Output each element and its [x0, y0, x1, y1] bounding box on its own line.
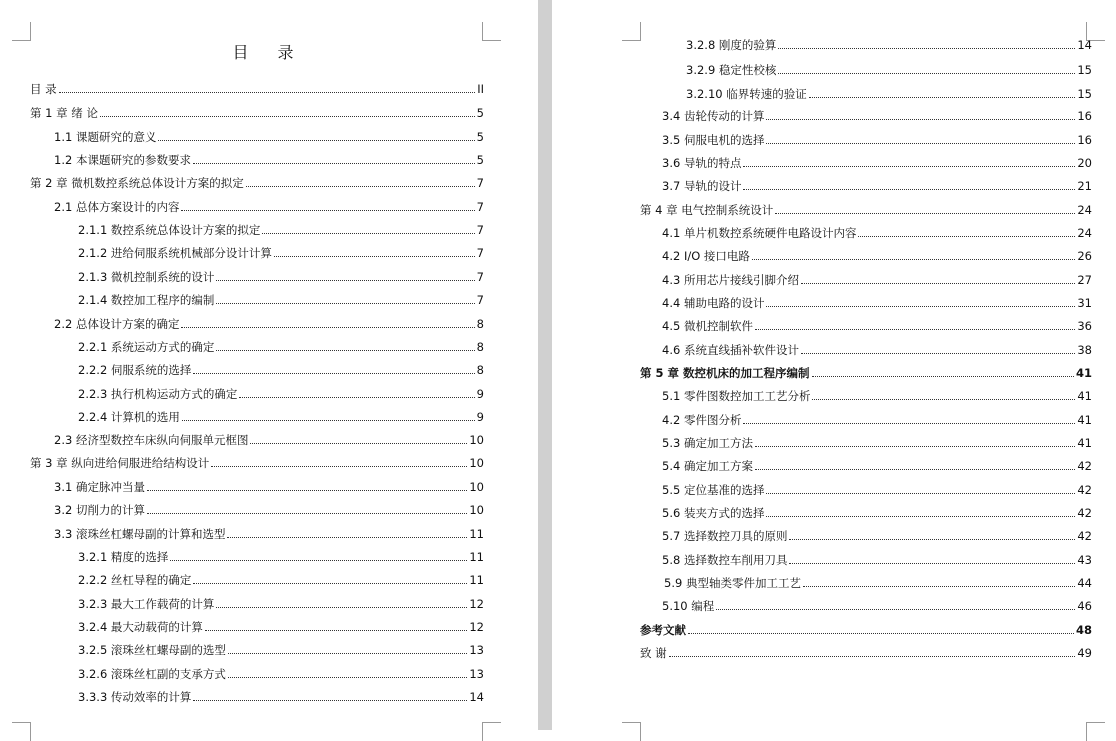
toc-entry-page-number: 14: [1077, 38, 1092, 52]
toc-leader-dots: [801, 353, 1075, 354]
toc-entry-label: 4.1 单片机数控系统硬件电路设计内容: [662, 226, 857, 240]
toc-entry[interactable]: [78, 639, 484, 657]
toc-entry-page-number: 14: [469, 690, 484, 704]
toc-leader-dots: [716, 609, 1075, 610]
toc-entry-label: 4.5 微机控制软件: [662, 319, 753, 333]
toc-leader-dots: [775, 213, 1075, 214]
toc-entry-page-number: 16: [1077, 133, 1092, 147]
toc-entry-page-number: 11: [469, 550, 484, 564]
toc-leader-dots: [181, 327, 474, 328]
toc-entry[interactable]: [662, 175, 1092, 193]
toc-leader-dots: [812, 376, 1074, 377]
toc-leader-dots: [812, 399, 1075, 400]
toc-entry[interactable]: [78, 266, 484, 284]
toc-leader-dots: [181, 210, 474, 211]
toc-entry[interactable]: [662, 245, 1092, 263]
toc-title: 目 录: [232, 43, 306, 62]
toc-entry-page-number: 20: [1077, 156, 1092, 170]
toc-entry-page-number: 26: [1077, 249, 1092, 263]
toc-entry[interactable]: [78, 289, 484, 307]
toc-entry-label: 2.1.2 进给伺服系统机械部分设计计算: [78, 246, 272, 260]
toc-entry-page-number: 7: [476, 270, 484, 284]
toc-entry-label: 4.6 系统直线插补软件设计: [662, 343, 799, 357]
crop-mark: [1086, 722, 1105, 741]
toc-entry[interactable]: [662, 409, 1092, 427]
toc-leader-dots: [766, 143, 1075, 144]
toc-entry-page-number: 9: [476, 387, 484, 401]
toc-entry-page-number: 24: [1077, 226, 1092, 240]
toc-entry[interactable]: [662, 269, 1092, 287]
toc-entry[interactable]: [54, 313, 484, 331]
toc-leader-dots: [228, 677, 467, 678]
toc-leader-dots: [789, 563, 1075, 564]
toc-leader-dots: [743, 166, 1075, 167]
toc-entry[interactable]: [54, 196, 484, 214]
toc-entry[interactable]: [640, 642, 1092, 660]
toc-leader-dots: [778, 48, 1075, 49]
toc-entry-label: 5.5 定位基准的选择: [662, 483, 765, 497]
toc-entry-label: 第 4 章 电气控制系统设计: [640, 203, 774, 217]
toc-entry[interactable]: [640, 199, 1092, 217]
toc-entry[interactable]: [662, 595, 1092, 613]
toc-entry[interactable]: [30, 452, 484, 470]
toc-leader-dots: [216, 607, 467, 608]
toc-entry-page-number: 41: [1077, 413, 1092, 427]
toc-entry-page-number: II: [477, 82, 484, 96]
toc-leader-dots: [803, 586, 1075, 587]
toc-leader-dots: [669, 656, 1076, 657]
toc-leader-dots: [809, 97, 1076, 98]
toc-entry-page-number: 41: [1077, 436, 1092, 450]
toc-entry-label: 2.2 总体设计方案的确定: [54, 317, 180, 331]
toc-entry[interactable]: [640, 619, 1092, 637]
right-page: [552, 0, 1116, 730]
crop-mark: [622, 22, 641, 41]
toc-entry-label: 5.1 零件图数控加工工艺分析: [662, 389, 811, 403]
crop-mark: [482, 722, 501, 741]
toc-entry[interactable]: [664, 572, 1092, 590]
toc-entry-label: 5.7 选择数控刀具的原则: [662, 529, 788, 543]
toc-entry-label: 5.6 装夹方式的选择: [662, 506, 765, 520]
toc-leader-dots: [227, 537, 467, 538]
crop-mark: [12, 722, 31, 741]
toc-leader-dots: [205, 630, 467, 631]
toc-entry-page-number: 41: [1075, 366, 1092, 380]
toc-entry-label: 4.2 I/O 接口电路: [662, 249, 750, 263]
toc-entry[interactable]: [78, 663, 484, 681]
toc-entry-label: 3.2.5 滚珠丝杠螺母副的选型: [78, 643, 226, 657]
toc-leader-dots: [766, 306, 1075, 307]
toc-entry-label: 第 3 章 纵向进给伺服进给结构设计: [30, 456, 210, 470]
toc-entry-page-number: 42: [1077, 483, 1092, 497]
page-gutter: [538, 0, 552, 730]
toc-leader-dots: [755, 329, 1075, 330]
toc-entry[interactable]: [78, 406, 484, 424]
toc-leader-dots: [193, 163, 475, 164]
toc-entry-page-number: 11: [469, 527, 484, 541]
toc-leader-dots: [752, 259, 1075, 260]
toc-entry-label: 目 录: [30, 82, 57, 96]
toc-entry-page-number: 24: [1077, 203, 1092, 217]
toc-leader-dots: [147, 490, 467, 491]
toc-entry-label: 2.1.3 微机控制系统的设计: [78, 270, 215, 284]
toc-entry-page-number: 10: [469, 503, 484, 517]
toc-entry-page-number: 8: [476, 317, 484, 331]
toc-entry-label: 1.2 本课题研究的参数要求: [54, 153, 191, 167]
toc-entry-label: 3.2.6 滚珠丝杠副的支承方式: [78, 667, 226, 681]
toc-entry-page-number: 16: [1077, 109, 1092, 123]
toc-entry[interactable]: [662, 525, 1092, 543]
toc-leader-dots: [778, 73, 1075, 74]
toc-leader-dots: [59, 92, 476, 93]
toc-entry-label: 5.3 确定加工方法: [662, 436, 753, 450]
toc-entry-page-number: 44: [1077, 576, 1092, 590]
toc-leader-dots: [743, 189, 1075, 190]
toc-entry-label: 3.2.10 临界转速的验证: [686, 87, 807, 101]
toc-entry[interactable]: [54, 523, 484, 541]
toc-entry-page-number: 27: [1077, 273, 1092, 287]
toc-entry-label: 第 2 章 微机数控系统总体设计方案的拟定: [30, 176, 244, 190]
toc-entry-page-number: 36: [1077, 319, 1092, 333]
toc-entry-page-number: 5: [476, 153, 484, 167]
toc-entry-page-number: 31: [1077, 296, 1092, 310]
toc-entry-page-number: 49: [1077, 646, 1092, 660]
toc-leader-dots: [801, 283, 1075, 284]
toc-entry[interactable]: [30, 102, 484, 120]
toc-leader-dots: [158, 140, 474, 141]
toc-entry-page-number: 41: [1077, 389, 1092, 403]
toc-entry[interactable]: [78, 383, 484, 401]
toc-entry-label: 3.4 齿轮传动的计算: [662, 109, 765, 123]
toc-entry-label: 第 1 章 绪 论: [30, 106, 98, 120]
toc-entry-label: 3.1 确定脉冲当量: [54, 480, 145, 494]
toc-entry[interactable]: [686, 59, 1092, 77]
toc-entry-label: 5.9 典型轴类零件加工工艺: [664, 576, 801, 590]
toc-entry[interactable]: [54, 126, 484, 144]
toc-entry[interactable]: [662, 339, 1092, 357]
toc-entry-page-number: 43: [1077, 553, 1092, 567]
toc-entry-label: 3.2.9 稳定性校核: [686, 63, 777, 77]
toc-entry[interactable]: [78, 242, 484, 260]
toc-entry-page-number: 10: [469, 456, 484, 470]
toc-entry-page-number: 9: [476, 410, 484, 424]
toc-entry-label: 5.10 编程: [662, 599, 715, 613]
toc-entry-label: 3.3.3 传动效率的计算: [78, 690, 192, 704]
toc-entry-page-number: 13: [469, 643, 484, 657]
toc-leader-dots: [858, 236, 1075, 237]
toc-entry-page-number: 13: [469, 667, 484, 681]
toc-entry-page-number: 15: [1077, 87, 1092, 101]
toc-entry[interactable]: [686, 34, 1092, 52]
toc-entry[interactable]: [30, 78, 484, 96]
toc-entry-label: 3.2.4 最大动载荷的计算: [78, 620, 203, 634]
toc-entry-label: 致 谢: [640, 646, 667, 660]
toc-entry-label: 3.3 滚珠丝杠螺母副的计算和选型: [54, 527, 226, 541]
toc-entry-label: 5.8 选择数控车削用刀具: [662, 553, 788, 567]
toc-entry[interactable]: [662, 432, 1092, 450]
toc-entry-page-number: 7: [476, 200, 484, 214]
toc-leader-dots: [766, 493, 1075, 494]
toc-entry-page-number: 42: [1077, 506, 1092, 520]
toc-entry[interactable]: [78, 686, 484, 704]
toc-entry[interactable]: [78, 616, 484, 634]
toc-entry-page-number: 42: [1077, 529, 1092, 543]
toc-entry[interactable]: [662, 455, 1092, 473]
crop-mark: [622, 722, 641, 741]
toc-entry-page-number: 7: [476, 293, 484, 307]
toc-leader-dots: [688, 633, 1074, 634]
toc-leader-dots: [274, 256, 475, 257]
toc-leader-dots: [216, 280, 474, 281]
toc-entry-label: 3.2 切削力的计算: [54, 503, 145, 517]
toc-leader-dots: [216, 350, 474, 351]
toc-entry[interactable]: [78, 359, 484, 377]
toc-entry-label: 3.2.8 刚度的验算: [686, 38, 777, 52]
toc-entry-label: 4.4 辅助电路的设计: [662, 296, 765, 310]
toc-leader-dots: [216, 303, 474, 304]
toc-leader-dots: [228, 653, 467, 654]
toc-leader-dots: [211, 466, 467, 467]
toc-entry[interactable]: [662, 292, 1092, 310]
toc-entry[interactable]: [662, 129, 1092, 147]
toc-entry-page-number: 12: [469, 597, 484, 611]
toc-entry-label: 3.2.3 最大工作载荷的计算: [78, 597, 215, 611]
toc-entry[interactable]: [54, 476, 484, 494]
toc-entry-page-number: 10: [469, 433, 484, 447]
toc-leader-dots: [182, 420, 475, 421]
toc-entry-page-number: 5: [476, 106, 484, 120]
toc-leader-dots: [246, 186, 475, 187]
toc-entry[interactable]: [662, 105, 1092, 123]
toc-entry[interactable]: [54, 149, 484, 167]
toc-entry-label: 2.3 经济型数控车床纵向伺服单元框图: [54, 433, 249, 447]
toc-entry-page-number: 8: [476, 340, 484, 354]
toc-entry[interactable]: [662, 222, 1092, 240]
toc-leader-dots: [262, 233, 474, 234]
toc-leader-dots: [766, 516, 1075, 517]
toc-entry-label: 2.2.4 计算机的选用: [78, 410, 180, 424]
toc-entry-label: 2.1.4 数控加工程序的编制: [78, 293, 215, 307]
toc-leader-dots: [239, 397, 474, 398]
toc-entry-label: 2.2.2 丝杠导程的确定: [78, 573, 192, 587]
toc-entry-page-number: 21: [1077, 179, 1092, 193]
toc-entry[interactable]: [30, 172, 484, 190]
toc-entry-label: 4.2 零件图分析: [662, 413, 742, 427]
toc-entry[interactable]: [78, 336, 484, 354]
toc-leader-dots: [755, 446, 1075, 447]
toc-entry[interactable]: [662, 549, 1092, 567]
toc-entry-label: 5.4 确定加工方案: [662, 459, 753, 473]
toc-leader-dots: [755, 469, 1075, 470]
toc-leader-dots: [193, 700, 467, 701]
toc-entry-label: 2.2.1 系统运动方式的确定: [78, 340, 215, 354]
toc-entry-page-number: 11: [469, 573, 484, 587]
toc-entry-label: 2.1.1 数控系统总体设计方案的拟定: [78, 223, 261, 237]
toc-entry[interactable]: [54, 499, 484, 517]
toc-entry-label: 2.2.3 执行机构运动方式的确定: [78, 387, 238, 401]
toc-entry-page-number: 15: [1077, 63, 1092, 77]
toc-entry-page-number: 7: [476, 176, 484, 190]
toc-entry[interactable]: [640, 362, 1092, 380]
toc-entry[interactable]: [54, 429, 484, 447]
toc-entry-page-number: 12: [469, 620, 484, 634]
toc-entry[interactable]: [78, 593, 484, 611]
toc-entry-page-number: 7: [476, 246, 484, 260]
toc-leader-dots: [147, 513, 467, 514]
crop-mark: [482, 22, 501, 41]
toc-entry-label: 2.2.2 伺服系统的选择: [78, 363, 192, 377]
toc-entry[interactable]: [662, 479, 1092, 497]
toc-leader-dots: [766, 119, 1075, 120]
toc-entry[interactable]: [662, 315, 1092, 333]
toc-entry-label: 参考文献: [640, 623, 686, 637]
toc-leader-dots: [789, 539, 1075, 540]
toc-entry-label: 3.5 伺服电机的选择: [662, 133, 765, 147]
toc-leader-dots: [170, 560, 467, 561]
toc-entry[interactable]: [78, 569, 484, 587]
toc-leader-dots: [193, 583, 467, 584]
left-page: [0, 0, 538, 730]
toc-entry-page-number: 8: [476, 363, 484, 377]
toc-entry[interactable]: [78, 546, 484, 564]
toc-entry-page-number: 48: [1075, 623, 1092, 637]
toc-entry-page-number: 5: [476, 130, 484, 144]
toc-entry-label: 2.1 总体方案设计的内容: [54, 200, 180, 214]
toc-leader-dots: [250, 443, 467, 444]
toc-entry-page-number: 10: [469, 480, 484, 494]
toc-entry-label: 1.1 课题研究的意义: [54, 130, 157, 144]
toc-entry[interactable]: [686, 83, 1092, 101]
toc-entry-page-number: 42: [1077, 459, 1092, 473]
toc-entry-label: 3.7 导轨的设计: [662, 179, 742, 193]
toc-leader-dots: [743, 423, 1075, 424]
toc-leader-dots: [193, 373, 474, 374]
toc-entry-page-number: 7: [476, 223, 484, 237]
toc-entry-label: 4.3 所用芯片接线引脚介绍: [662, 273, 799, 287]
toc-entry[interactable]: [662, 152, 1092, 170]
toc-entry-label: 3.2.1 精度的选择: [78, 550, 169, 564]
toc-entry-page-number: 46: [1077, 599, 1092, 613]
toc-entry-label: 第 5 章 数控机床的加工程序编制: [640, 366, 810, 380]
crop-mark: [12, 22, 31, 41]
toc-entry[interactable]: [662, 502, 1092, 520]
toc-entry[interactable]: [78, 219, 484, 237]
toc-entry[interactable]: [662, 385, 1092, 403]
toc-entry-page-number: 38: [1077, 343, 1092, 357]
toc-leader-dots: [100, 116, 475, 117]
toc-entry-label: 3.6 导轨的特点: [662, 156, 742, 170]
